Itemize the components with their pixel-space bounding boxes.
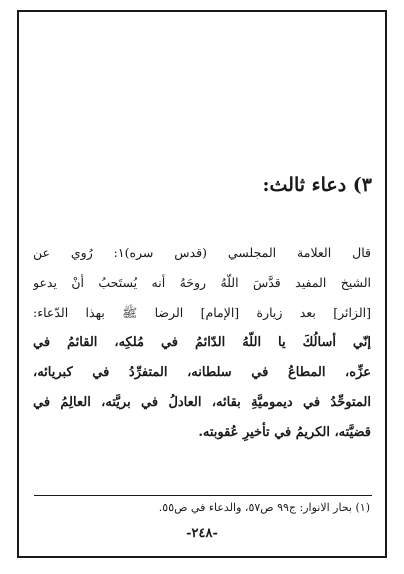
prayer-line: قضيَّته، الكريمُ في تأخيرِ عُقوبته. xyxy=(198,425,371,440)
footnote: (١) بحار الانوار: ج٩٩ ص٥٧، والدعاء في ص٥٥. xyxy=(158,501,370,514)
prayer-line: المتوحِّدُ في ديموميَّةِ بقائه، العادلُ في بريَّته، العالِمُ في xyxy=(33,395,371,410)
prayer-paragraph xyxy=(33,328,371,448)
prayer-line: إنّي أسالُكَ يا اللّهُ الدّائمُ في مُلكِه، القائمُ في xyxy=(33,335,371,350)
page-number xyxy=(0,526,404,541)
footnote-divider xyxy=(34,495,372,496)
intro-paragraph xyxy=(33,238,371,328)
intro-line: الشيخ المفيد قدَّسَ اللّهُ روحَهُ أنه يُستَحبُ أنْ يدعو xyxy=(33,275,371,290)
page-number-text: -٢٤٨- xyxy=(186,526,218,541)
prayer-line: عزِّه، المطاعُ في سلطانه، المتفرِّدُ في كبريائه، xyxy=(33,365,371,380)
intro-line: قال العلامة المجلسي (قدس سره)١: رُوي عن xyxy=(33,245,371,260)
intro-line: [الزائر] بعد زيارة [الإمام] الرضا ﷺ بهذا الدّعاء: xyxy=(33,305,371,320)
section-heading: ٣) دعاء ثالث: xyxy=(262,174,372,196)
